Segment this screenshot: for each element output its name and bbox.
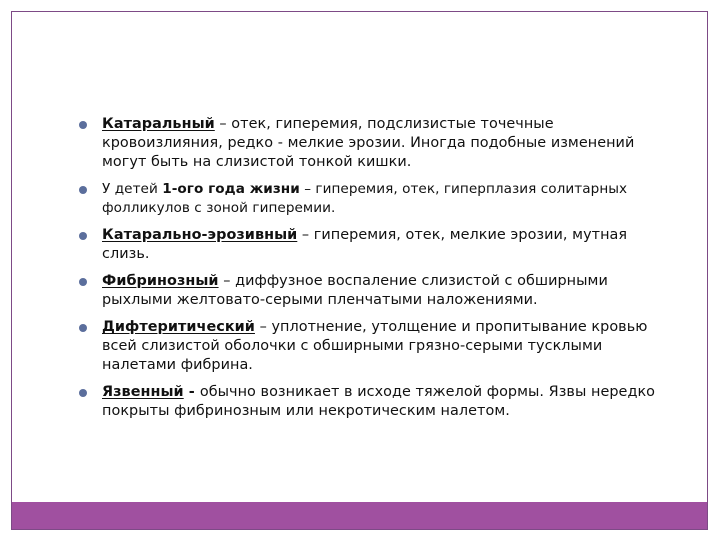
description-diphtheritic: – уплотнение, утолщение и пропитывание кровью всей слизистой оболочки с обширными грязно-серыми тусклыми налетами фибрина.	[102, 319, 648, 373]
description-catarrhal: – отек, гиперемия, подслизистые точечные кровоизлияния, редко - мелкие эрозии. Иногда подобные изменений могут быть на слизистой тонкой кишки.	[102, 116, 635, 170]
description-catarrhal-erosive: – гиперемия, отек, мелкие эрозии, мутная слизь.	[102, 227, 628, 262]
description-infants: – гиперемия, отек, гиперплазия солитарных фолликулов с зоной гиперемии.	[102, 181, 628, 216]
term-catarrhal: Катаральный	[102, 116, 215, 132]
term-catarrhal-erosive: Катарально-эрозивный	[102, 227, 298, 243]
term-diphtheritic: Дифтеритический	[102, 319, 255, 335]
description-ulcerative: обычно возникает в исходе тяжелой формы. Язвы нередко покрыты фибринозным или некротическим налетом.	[102, 384, 656, 419]
prefix-infants: У детей	[102, 181, 163, 197]
separator-ulcerative: -	[183, 384, 200, 400]
footer-bar	[12, 502, 707, 529]
list-item-diphtheritic	[78, 318, 658, 375]
description-fibrinous: – диффузное воспаление слизистой с обширными рыхлыми желтовато-серыми пленчатыми наложениями.	[102, 273, 608, 308]
emphasis-infants: 1-ого года жизни	[162, 181, 300, 197]
bullet-icon	[79, 232, 87, 240]
bullet-icon	[79, 278, 87, 286]
list-item-fibrinous	[78, 272, 658, 310]
bullet-icon	[79, 186, 87, 194]
list-item-catarrhal	[78, 115, 658, 172]
list-item-ulcerative	[78, 383, 658, 421]
term-ulcerative: Язвенный	[102, 384, 184, 400]
term-fibrinous: Фибринозный	[102, 273, 219, 289]
bullet-icon	[79, 121, 87, 129]
bullet-list	[78, 115, 658, 429]
bullet-icon	[79, 324, 87, 332]
bullet-icon	[79, 389, 87, 397]
list-item-catarrhal-erosive	[78, 226, 658, 264]
list-item-infants	[78, 180, 658, 218]
